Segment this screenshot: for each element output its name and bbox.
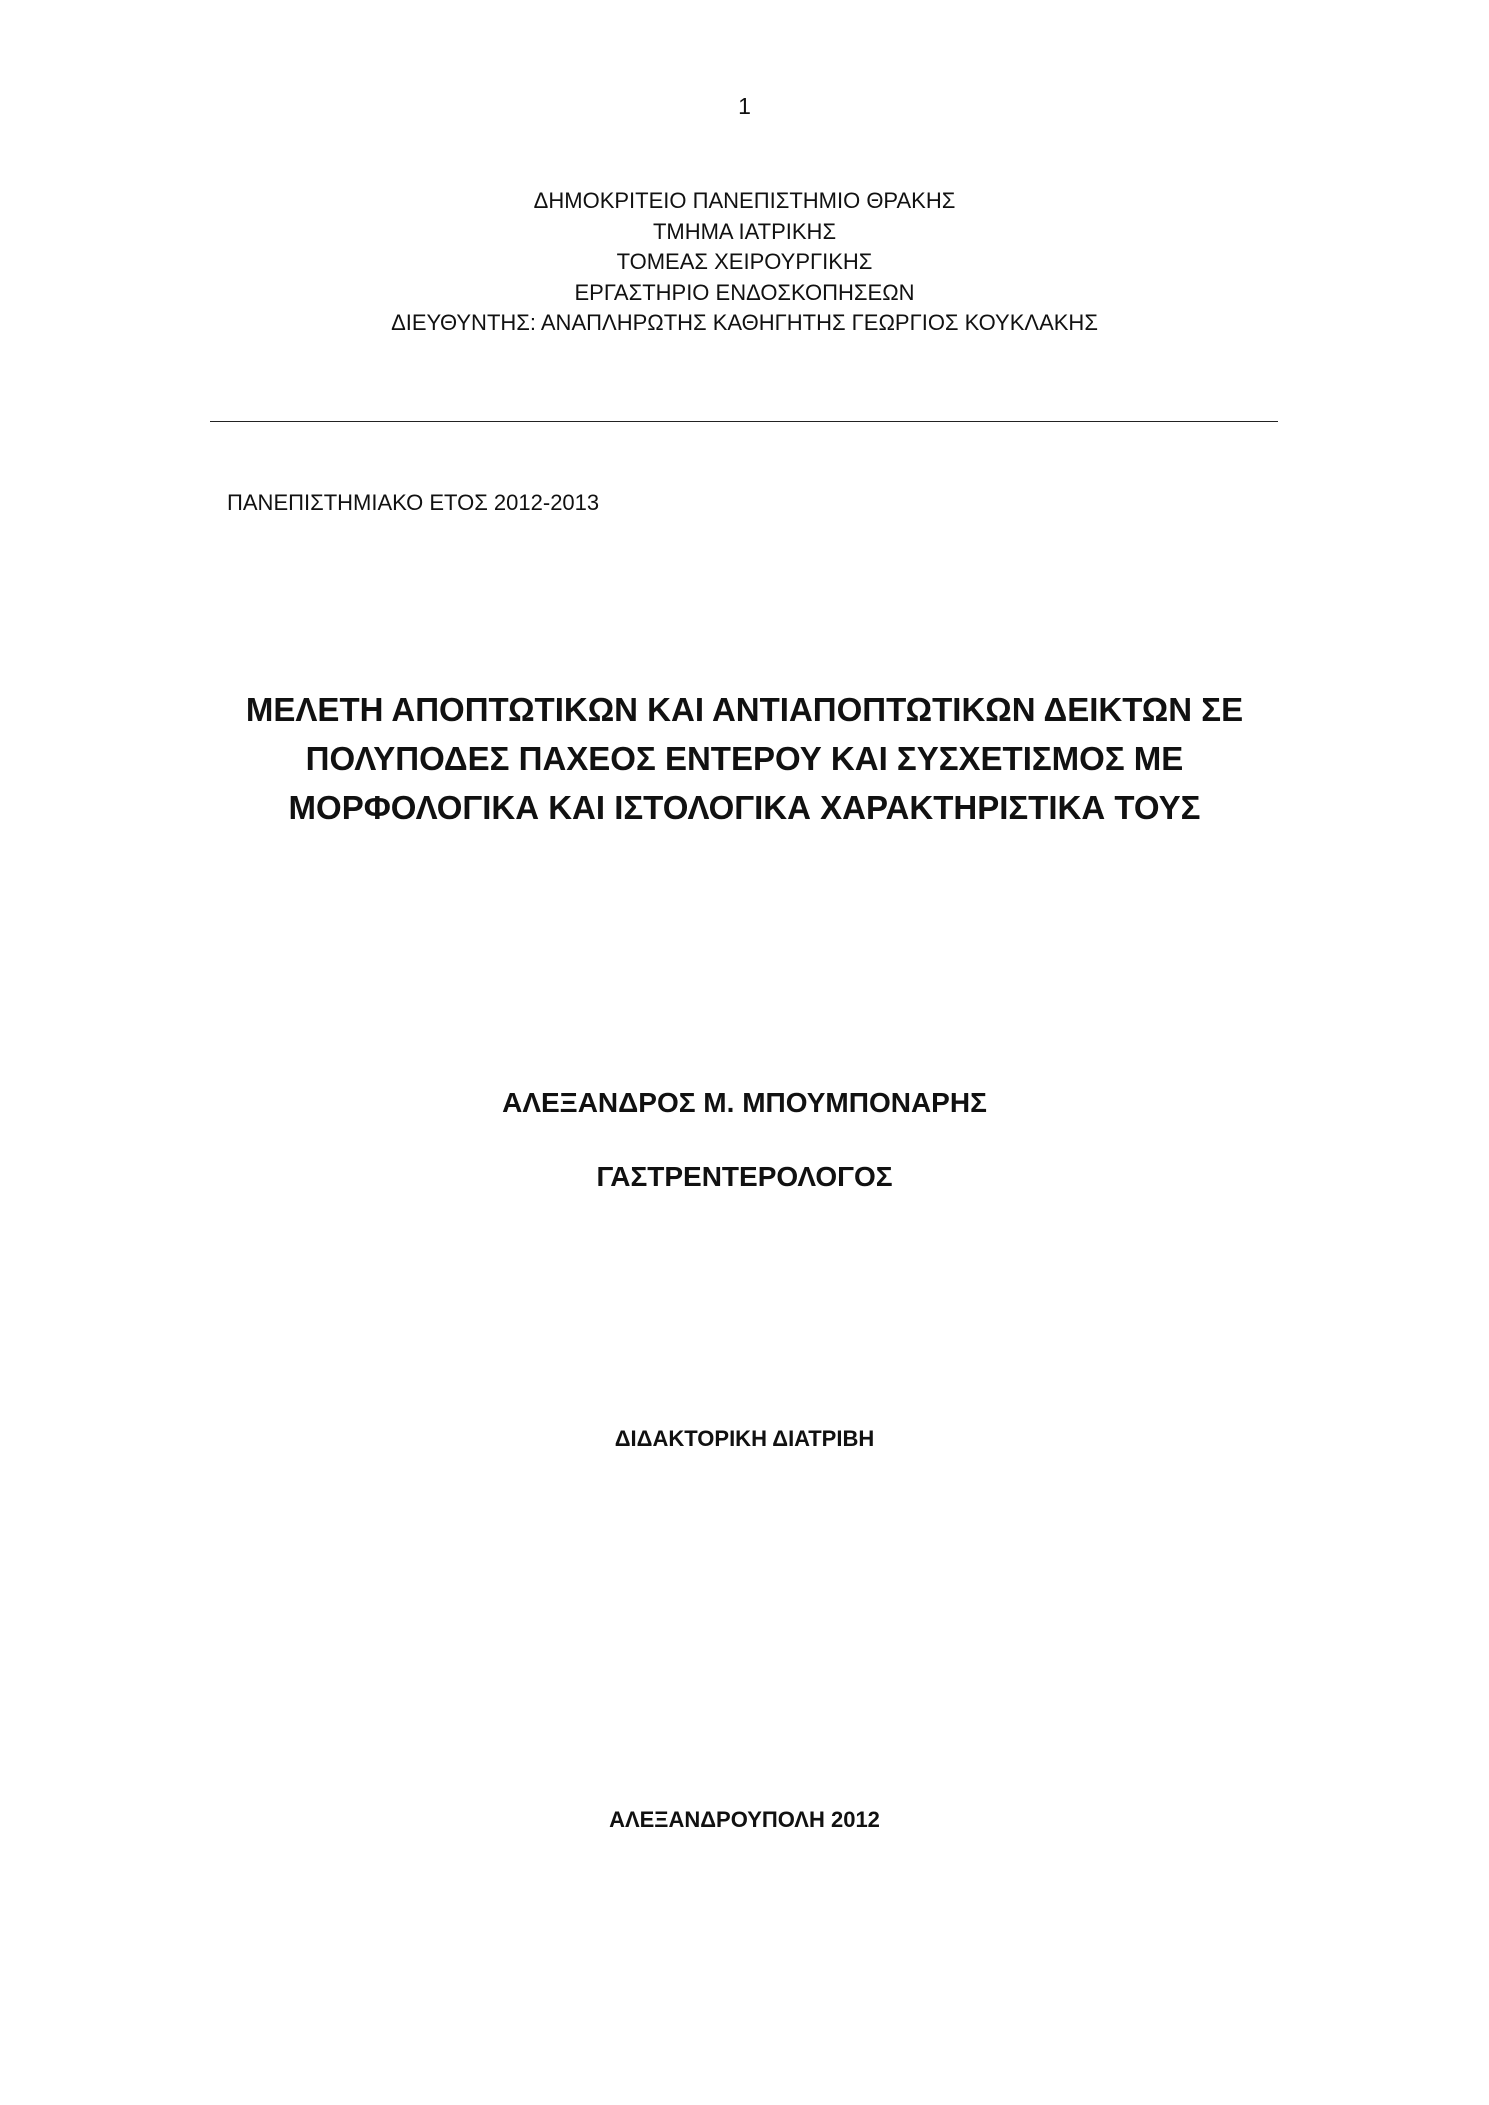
header-sector: ΤΟΜΕΑΣ ΧΕΙΡΟΥΡΓΙΚΗΣ xyxy=(616,249,873,274)
title-line-3: ΜΟΡΦΟΛΟΓΙΚΑ ΚΑΙ ΙΣΤΟΛΟΓΙΚΑ ΧΑΡΑΚΤΗΡΙΣΤΙΚΑ ΤΟΥΣ xyxy=(288,789,1201,826)
author-name: ΑΛΕΞΑΝΔΡΟΣ Μ. ΜΠΟΥΜΠΟΝΑΡΗΣ xyxy=(502,1087,987,1118)
header-director: ΔΙΕΥΘΥΝΤΗΣ: ΑΝΑΠΛΗΡΩΤΗΣ ΚΑΘΗΓΗΤΗΣ ΓΕΩΡΓΙΟΣ ΚΟΥΚΛΑΚΗΣ xyxy=(391,310,1098,335)
page-number: 1 xyxy=(738,93,751,119)
title-line-2: ΠΟΛΥΠΟΔΕΣ ΠΑΧΕΟΣ ΕΝΤΕΡΟΥ ΚΑΙ ΣΥΣΧΕΤΙΣΜΟΣ ΜΕ xyxy=(305,740,1184,777)
title-line-1: ΜΕΛΕΤΗ ΑΠΟΠΤΩΤΙΚΩΝ ΚΑΙ ΑΝΤΙΑΠΟΠΤΩΤΙΚΩΝ ΔΕΙΚΤΩΝ ΣΕ xyxy=(245,691,1244,728)
institution-header xyxy=(0,186,1489,339)
thesis-type: ΔΙΔΑΚΤΟΡΙΚΗ ΔΙΑΤΡΙΒΗ xyxy=(614,1426,875,1451)
author-specialty: ΓΑΣΤΡΕΝΤΕΡΟΛΟΓΟΣ xyxy=(596,1161,893,1192)
place-and-year: ΑΛΕΞΑΝΔΡΟΥΠΟΛΗ 2012 xyxy=(609,1807,880,1832)
academic-year: ΠΑΝΕΠΙΣΤΗΜΙΑΚΟ ΕΤΟΣ 2012-2013 xyxy=(227,490,600,515)
horizontal-divider xyxy=(210,421,1278,422)
thesis-title xyxy=(0,685,1489,832)
header-laboratory: ΕΡΓΑΣΤΗΡΙΟ ΕΝΔΟΣΚΟΠΗΣΕΩΝ xyxy=(574,279,915,305)
header-department: ΤΜΗΜΑ ΙΑΤΡΙΚΗΣ xyxy=(652,218,837,244)
header-university: ΔΗΜΟΚΡΙΤΕΙΟ ΠΑΝΕΠΙΣΤΗΜΙΟ ΘΡΑΚΗΣ xyxy=(533,188,956,213)
